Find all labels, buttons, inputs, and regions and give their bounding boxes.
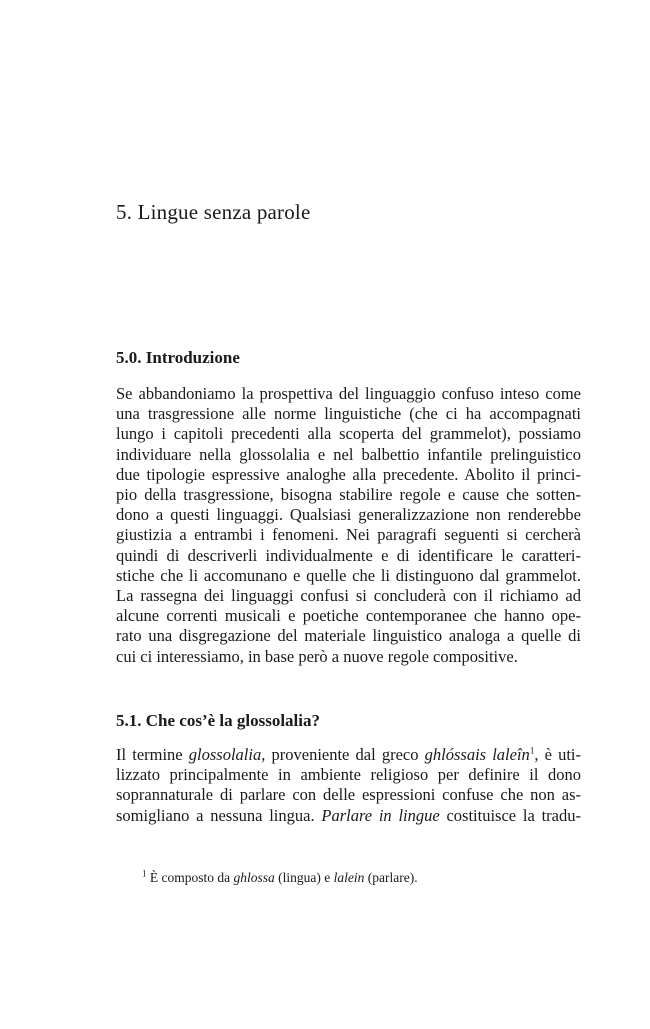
text-line: dono a questi linguaggi. Qualsiasi generalizzazione non renderebbe — [116, 505, 581, 525]
paragraph-glossolalia — [116, 745, 581, 826]
text-line: La rassegna dei linguaggi confusi si concluderà con il richiamo ad — [116, 586, 581, 606]
text-line: due tipologie espressive analoghe alla precedente. Abolito il princi- — [116, 464, 581, 484]
text-line: soprannaturale di parlare con delle espressioni confuse che non as- — [116, 785, 581, 805]
text-line: Se abbandoniamo la prospettiva del linguaggio confuso inteso come — [116, 384, 581, 403]
text-run: costituisce la tradu- — [439, 805, 581, 825]
text-run: (lingua) e — [274, 870, 334, 885]
section-heading-glossolalia: 5.1. Che cos’è la glossolalia? — [116, 711, 320, 730]
text-line — [116, 745, 581, 765]
text-run: Il termine — [116, 745, 189, 764]
section-heading-introduzione: 5.0. Introduzione — [116, 348, 240, 367]
text-line — [116, 806, 581, 826]
text-run: somigliano a nessuna lingua. — [116, 805, 322, 825]
text-line: una trasgressione alle norme linguistiche (che ci ha accompagnati — [116, 404, 581, 424]
text-run: proveniente dal greco — [265, 745, 425, 764]
text-run: (parlare). — [364, 870, 418, 885]
text-line: lizzato principalmente in ambiente religioso per definire il dono — [116, 765, 581, 785]
italic-term: ghlóssais laleîn — [424, 745, 530, 764]
footnote-ref[interactable]: 1 — [529, 745, 535, 756]
footnote — [142, 870, 418, 886]
paragraph-introduzione — [116, 384, 581, 667]
text-line: cui ci interessiamo, in base però a nuove regole compositive. — [116, 646, 518, 666]
text-line: lungo i capitoli precedenti alla scoperta del grammelot), possiamo — [116, 424, 581, 444]
text-run: , è uti- — [534, 745, 581, 764]
text-run: È composto da — [146, 870, 234, 885]
text-line: pio della trasgressione, bisogna stabilire regole e cause che sotten- — [116, 485, 581, 505]
text-line: individuare nella glossolalia e nel balbettio infantile prelinguistico — [116, 444, 581, 464]
italic-term: ghlossa — [233, 870, 275, 885]
text-line: alcune correnti musicali e poetiche contemporanee che hanno ope- — [116, 606, 581, 626]
italic-term: glossolalia, — [188, 745, 266, 764]
italic-term: Parlare in lingue — [321, 805, 440, 825]
text-line: giustizia a entrambi i fenomeni. Nei paragrafi seguenti si cercherà — [116, 525, 581, 545]
text-line: rato una disgregazione del materiale linguistico analoga a quelle di — [116, 626, 581, 646]
chapter-title: 5. Lingue senza parole — [116, 200, 311, 224]
text-line: quindi di descriverli individualmente e di identificare le caratteri- — [116, 545, 581, 565]
text-line: stiche che li accomunano e quelle che li distinguono dal grammelot. — [116, 565, 581, 585]
footnote-number: 1 — [142, 868, 147, 879]
italic-term: lalein — [333, 870, 365, 885]
